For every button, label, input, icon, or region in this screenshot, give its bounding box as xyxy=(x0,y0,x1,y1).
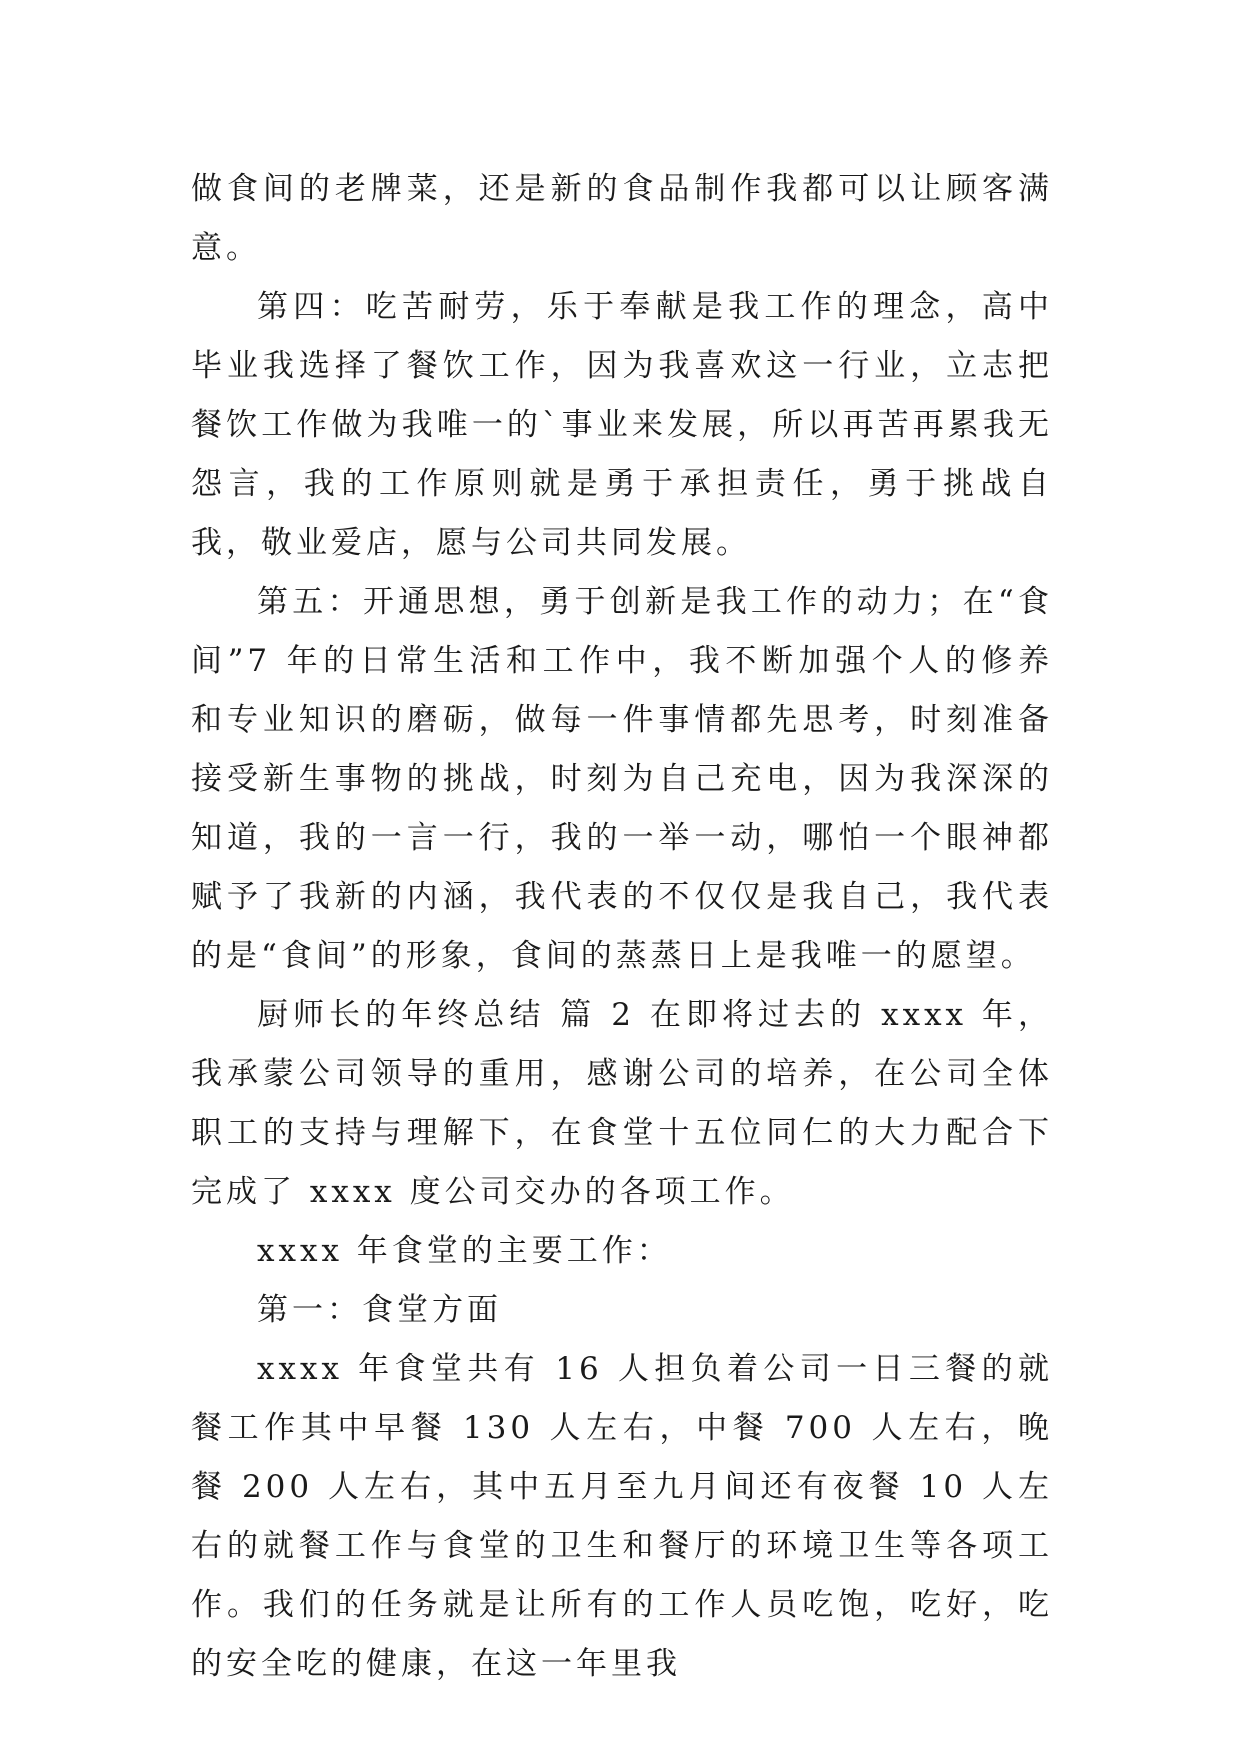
paragraph-1: 做食间的老牌菜，还是新的食品制作我都可以让顾客满意。 xyxy=(191,171,1053,266)
paragraph-5: xxxx 年食堂的主要工作： xyxy=(257,1233,672,1269)
paragraph-4: 厨师长的年终总结 篇 2 在即将过去的 xxxx 年，我承蒙公司领导的重用，感谢公司的培养，在公司全体职工的支持与理解下，在食堂十五位同仁的大力配合下完成了 xxxx 度公司交办的各项工作。 xyxy=(191,997,1053,1210)
paragraph-3: 第五：开通思想，勇于创新是我工作的动力；在“食间”7 年的日常生活和工作中，我不断加强个人的修养和专业知识的磨砺，做每一件事情都先思考，时刻准备接受新生事物的挑战，时刻为自己充电，因为我深深的知道，我的一言一行，我的一举一动，哪怕一个眼神都赋予了我新的内涵，我代表的不仅仅是我自己，我代表的是“食间”的形象，食间的蒸蒸日上是我唯一的愿望。 xyxy=(191,584,1053,974)
paragraph-6: 第一：食堂方面 xyxy=(257,1292,502,1328)
paragraph-2: 第四：吃苦耐劳，乐于奉献是我工作的理念，高中毕业我选择了餐饮工作，因为我喜欢这一行业，立志把餐饮工作做为我唯一的`事业来发展，所以再苦再累我无怨言，我的工作原则就是勇于承担责任，勇于挑战自我，敬业爱店，愿与公司共同发展。 xyxy=(191,289,1053,561)
paragraph-7: xxxx 年食堂共有 16 人担负着公司一日三餐的就餐工作其中早餐 130 人左右，中餐 700 人左右，晚餐 200 人左右，其中五月至九月间还有夜餐 10 人左右的就餐工作与食堂的卫生和餐厅的环境卫生等各项工作。我们的任务就是让所有的工作人员吃饱，吃好，吃的安全吃的健康，在这一年里我 xyxy=(191,1351,1053,1682)
document-page xyxy=(191,160,1053,1694)
